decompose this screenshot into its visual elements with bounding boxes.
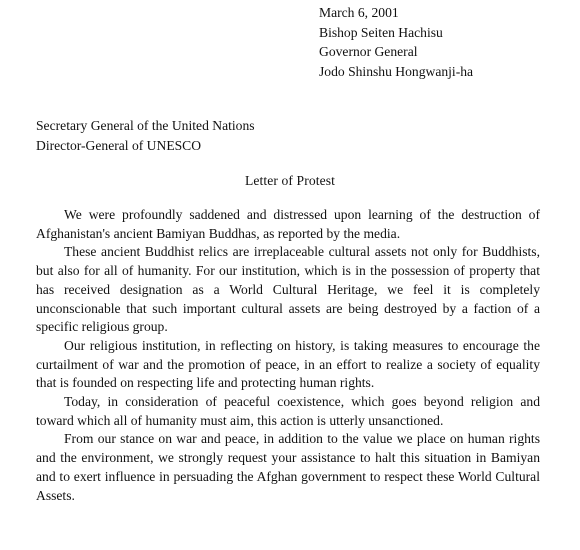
sender-name: Bishop Seiten Hachisu (319, 24, 443, 40)
body-paragraph: Today, in consideration of peaceful coexistence, which goes beyond religion and toward which all of humanity must aim, this action is utterly unsanctioned. (36, 394, 540, 428)
letter-body (36, 206, 540, 505)
letter-date: March 6, 2001 (319, 5, 399, 20)
recipient-line-unesco: Director-General of UNESCO (36, 137, 202, 153)
body-paragraph: We were profoundly saddened and distressed upon learning of the destruction of Afghanistan's ancient Bamiyan Buddhas, as reported by the media. (36, 207, 540, 241)
sender-block (319, 3, 473, 81)
letter-title: Letter of Protest (244, 173, 336, 188)
sender-title: Governor General (319, 44, 418, 59)
body-paragraph: From our stance on war and peace, in addition to the value we place on human rights and the environment, we strongly request your assistance to halt this situation in Bamiyan and to exert influence in persuading the Afghan government to respect these World Cultural Assets. (36, 431, 540, 503)
sender-organization: Jodo Shinshu Hongwanji-ha (319, 63, 474, 79)
body-paragraph: These ancient Buddhist relics are irreplaceable cultural assets not only for Buddhists, but also for all of humanity. For our institution, which is in the possession of property that has received designation as a World Cultural Heritage, we feel it is completely unconscionable that such important cultural assets are being destroyed by a faction of a specific religious group. (36, 244, 540, 335)
recipient-block (36, 116, 255, 155)
recipient-line-un: Secretary General of the United Nations (36, 118, 255, 133)
body-paragraph: Our religious institution, in reflecting on history, is taking measures to encourage the curtailment of war and the promotion of peace, in an effort to realize a society of equality that is founded on respecting life and protecting human rights. (36, 337, 540, 391)
